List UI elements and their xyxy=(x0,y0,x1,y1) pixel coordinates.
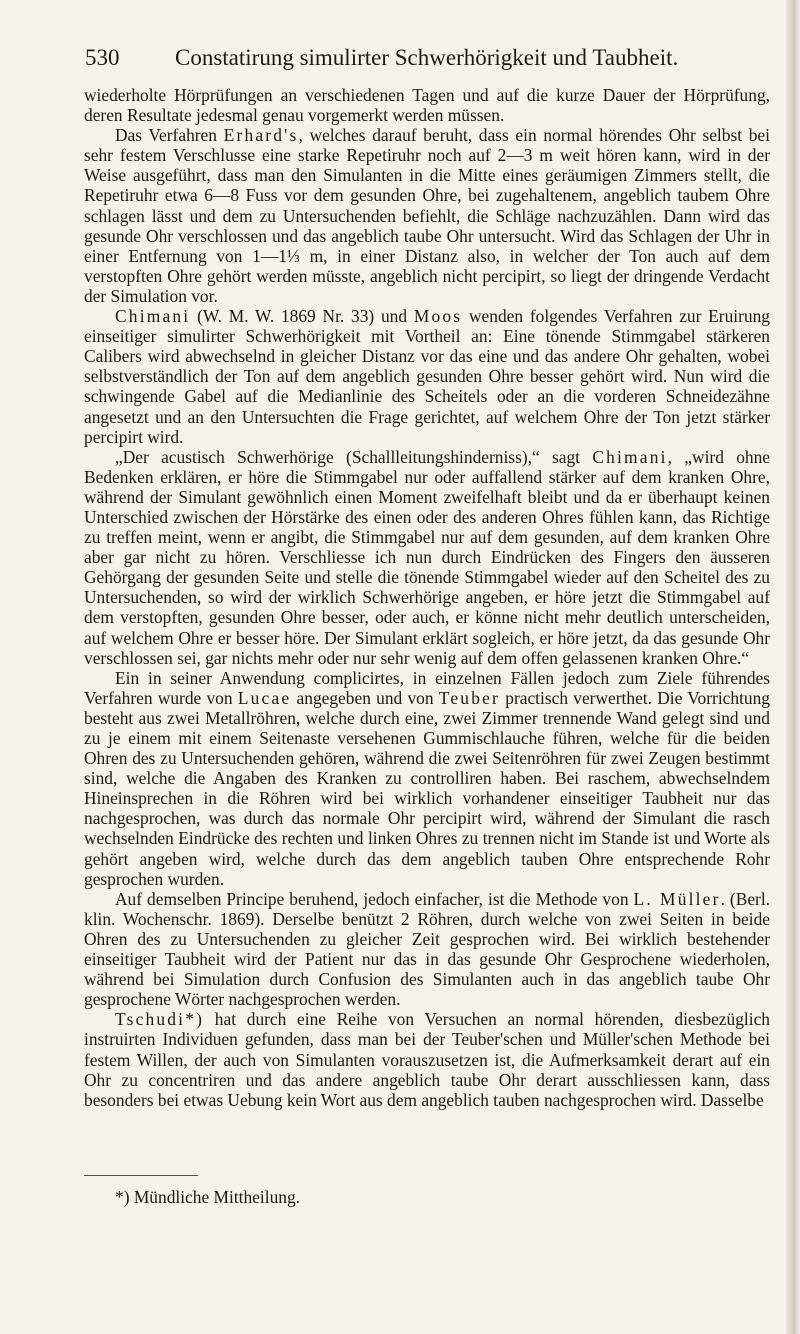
text-run: , welches darauf beruht, dass ein normal hörendes Ohr selbst bei sehr festem Verschlusse eine starke Repetiruhr noch auf 2—3 m weit hören kann, wird in der Weise ausgeführt, dass man den Simulanten in die Mitte eines geräumigen Zimmers stellt, die Repetiruhr etwa 6—8 Fuss vor dem gesunden Ohre, bei zugehaltenem, angeblich taubem Ohre schlagen lässt und dem zu Untersuchenden befiehlt, die Schläge nachzuzählen. Dann wird das gesunde Ohr verschlossen und das angeblich taube Ohr untersucht. Wird das Schlagen der Uhr in einer Entfernung von 1—1⅓ m, in einer Distanz also, in welcher der Ton auch auf dem verstopften Ohre gehört werden müsste, angeblich nicht percipirt, so liegt der dringende Verdacht der Simulation vor. xyxy=(84,125,770,306)
author-name: L. Müller xyxy=(633,888,721,909)
text-run: practisch verwerthet. Die Vorrichtung besteht aus zwei Metallröhren, welche durch eine, zwei Zimmer trennende Wand gelegt sind und zu je einem mit einem Seitenaste versehenen Gummischlauche führen, welche für die beiden Ohren des zu Untersuchenden gehören, während die zwei Seitenröhren für zwei Zeugen bestimmt sind, welche die Angaben des Kranken zu controlliren haben. Bei raschem, abwechselndem Hineinsprechen in die Röhren wird bei wirklich vorhandener einseitiger Taubheit nur das nachgesprochen, was durch das normale Ohr percipirt wird, während der Simulant die rasch wechselnden Eindrücke des rechten und linken Ohres zu trennen nicht im Stande ist und Worte als gehört angeben wird, welche durch das dem angeblich tauben Ohre entsprechende Rohr gesprochen wurden. xyxy=(84,687,770,889)
author-name: Teuber xyxy=(438,687,501,708)
text-run: wenden folgendes Verfahren zur Eruirung einseitiger simulirter Schwerhörigkeit mit Vortheil an: Eine tönende Stimmgabel stärkeren Calibers wird abwechselnd in gleicher Distanz vor das eine und das andere Ohr gehalten, wobei selbstverständlich der Ton auf dem angeblich gesunden Ohre besser gehört wird. Nun wird die schwingende Gabel auf die Medianlinie des Scheitels oder an die vorderen Schneidezähne angesetzt und an den Untersuchten die Frage gerichtet, auf welchem Ohre der Ton jetzt stärker percipirt wird. xyxy=(84,306,770,447)
paragraph xyxy=(84,125,770,306)
paragraph xyxy=(84,889,770,1010)
author-name: Chimani xyxy=(592,446,668,467)
paragraph xyxy=(84,668,770,889)
footnote: *) Mündliche Mittheilung. xyxy=(115,1187,300,1207)
page-edge xyxy=(786,0,800,1334)
author-name: Lucae xyxy=(237,687,292,708)
body-text xyxy=(84,85,770,1110)
text-run: hat durch eine Reihe von Versuchen an normal hörenden, diesbezüglich instruirten Individuen gefunden, dass man bei der Teuber'schen und Müller'schen Methode bei festem Willen, der auch von Simulanten vorauszusetzen ist, die Aufmerksamkeit derart auf ein Ohr zu concentriren und das andere angeblich taube Ohr derart ausschliessen kann, dass besonders bei etwas Uebung kein Wort aus dem angeblich tauben nachgesprochen wird. Dasselbe xyxy=(84,1009,770,1110)
footnote-rule xyxy=(84,1175,198,1176)
text-run: „Der acustisch Schwerhörige (Schallleitungshinderniss),“ sagt xyxy=(115,446,593,467)
text-run: , „wird ohne Bedenken erklären, er höre die Stimmgabel nur oder auffallend stärker auf dem kranken Ohre, während der Simulant gewöhnlich einen Moment zweifelhaft bleibt und da er überhaupt keinen Unterschied zwischen der Hörstärke des einen oder des anderen Ohres fühlen kann, das Richtige zu treffen meint, wenn er angibt, die Stimmgabel nur auf dem gesunden, auf dem kranken Ohre aber gar nicht zu hören. Verschliesse ich nun durch Eindrücken des Fingers den äusseren Gehörgang der gesunden Seite und stelle die tönende Stimmgabel wieder auf den Scheitel des zu Untersuchenden, so wird der wirklich Schwerhörige angeben, er höre jetzt die Stimmgabel auf dem verstopften, gesunden Ohre besser, oder auch, er könne nicht mehr deutlich unterscheiden, auf welchem Ohre er besser höre. Der Simulant erklärt sogleich, er höre jetzt, da das gesunde Ohr verschlossen sei, gar nichts mehr oder nur sehr wenig auf dem offen gelassenen kranken Ohre.“ xyxy=(84,446,770,668)
paragraph xyxy=(84,85,770,125)
author-name: Chimani xyxy=(115,306,191,327)
author-name: Erhard's xyxy=(223,125,299,146)
paragraph xyxy=(84,447,770,668)
page-number: 530 xyxy=(85,45,120,70)
text-run: Auf demselben Principe beruhend, jedoch einfacher, ist die Methode von xyxy=(115,888,634,909)
text-run: (W. M. W. 1869 Nr. 33) und xyxy=(190,306,414,327)
paragraph xyxy=(84,1009,770,1109)
text-run: wiederholte Hörprüfungen an verschiedenen Tagen und auf die kurze Dauer der Hörprüfung, deren Resultate jedesmal genau vorgemerkt werden müssen. xyxy=(84,85,770,126)
author-name: Moos xyxy=(413,306,463,327)
author-name: Tschudi*) xyxy=(115,1009,205,1030)
running-header xyxy=(85,43,745,73)
paragraph xyxy=(84,306,770,447)
running-title: Constatirung simulirter Schwerhörigkeit und Taubheit. xyxy=(175,45,679,70)
text-run: . (Berl. klin. Wochenschr. 1869). Derselbe benützt 2 Röhren, durch welche von zwei Seiten in beide Ohren des zu Untersuchenden zu gleicher Zeit gesprochen wird. Bei wirklich bestehender einseitiger Taubheit wird der Patient nur das in das gesunde Ohr Gesprochene wiederholen, während bei Simulation durch Confusion des Simulanten auch in das angeblich taube Ohr gesprochene Wörter nachgesprochen werden. xyxy=(84,888,771,1010)
text-run: angegeben und von xyxy=(291,687,439,708)
text-run: Das Verfahren xyxy=(115,125,224,146)
text-run: Ein in seiner Anwendung complicirtes, in einzelnen Fällen jedoch zum Ziele führendes Verfahren wurde von xyxy=(84,667,770,708)
